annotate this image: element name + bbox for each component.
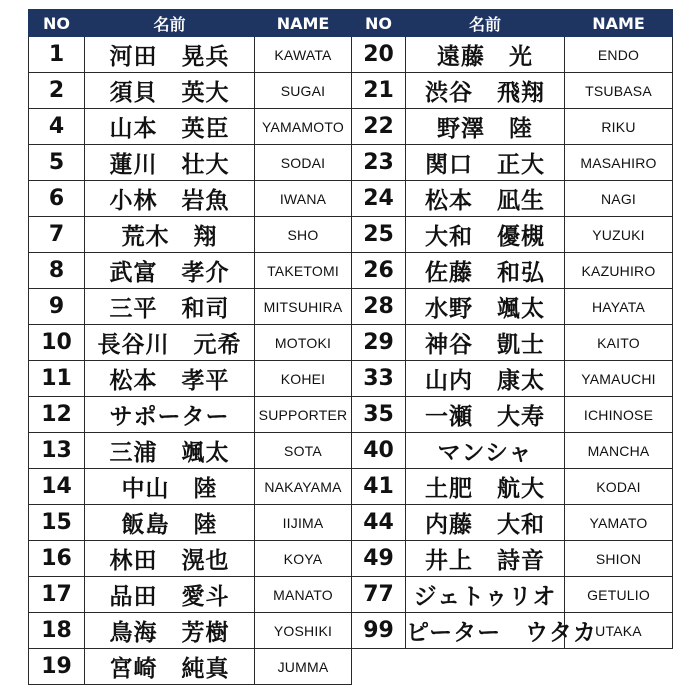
table-row — [29, 541, 352, 577]
player-number: 29 — [352, 325, 406, 361]
player-number: 23 — [352, 145, 406, 181]
table-row — [29, 613, 352, 649]
header-row — [29, 10, 352, 37]
table-row — [352, 145, 673, 181]
player-name-en: IIJIMA — [255, 505, 352, 541]
table-row — [352, 37, 673, 73]
table-row — [352, 361, 673, 397]
table-row — [352, 469, 673, 505]
table-row — [352, 289, 673, 325]
roster-body-left — [29, 37, 352, 685]
player-number: 6 — [29, 181, 85, 217]
player-number: 8 — [29, 253, 85, 289]
player-name-en: MOTOKI — [255, 325, 352, 361]
table-row — [29, 73, 352, 109]
player-name-jp: ピーター ウタカ — [406, 613, 565, 649]
table-row — [29, 181, 352, 217]
player-name-jp: 長谷川 元希 — [85, 325, 255, 361]
player-number: 5 — [29, 145, 85, 181]
table-row — [29, 577, 352, 613]
player-number: 2 — [29, 73, 85, 109]
player-number: 40 — [352, 433, 406, 469]
table-row — [29, 397, 352, 433]
player-number: 7 — [29, 217, 85, 253]
player-name-jp: 大和 優槻 — [406, 217, 565, 253]
player-name-en: MANCHA — [565, 433, 673, 469]
table-row — [29, 289, 352, 325]
player-number: 9 — [29, 289, 85, 325]
player-name-en: TSUBASA — [565, 73, 673, 109]
player-name-jp: 遠藤 光 — [406, 37, 565, 73]
player-name-jp: 野澤 陸 — [406, 109, 565, 145]
player-name-jp: 関口 正大 — [406, 145, 565, 181]
table-row — [352, 541, 673, 577]
table-row — [352, 217, 673, 253]
roster-table-right — [351, 9, 673, 649]
player-number: 18 — [29, 613, 85, 649]
player-name-en: RIKU — [565, 109, 673, 145]
header-row — [352, 10, 673, 37]
player-name-en: YAMAUCHI — [565, 361, 673, 397]
player-number: 44 — [352, 505, 406, 541]
player-name-en: KOHEI — [255, 361, 352, 397]
table-row — [29, 469, 352, 505]
player-name-jp: 松本 凪生 — [406, 181, 565, 217]
player-name-jp: 宮崎 純真 — [85, 649, 255, 685]
player-name-en: UTAKA — [565, 613, 673, 649]
player-name-jp: マンシャ — [406, 433, 565, 469]
player-name-en: SUPPORTER — [255, 397, 352, 433]
player-name-en: ENDO — [565, 37, 673, 73]
table-row — [29, 37, 352, 73]
table-row — [352, 73, 673, 109]
table-row — [29, 433, 352, 469]
table-row — [352, 613, 673, 649]
player-number: 99 — [352, 613, 406, 649]
player-name-jp: 鳥海 芳樹 — [85, 613, 255, 649]
player-name-en: ICHINOSE — [565, 397, 673, 433]
table-row — [352, 325, 673, 361]
player-number: 26 — [352, 253, 406, 289]
player-name-en: SODAI — [255, 145, 352, 181]
player-number: 22 — [352, 109, 406, 145]
player-name-en: KODAI — [565, 469, 673, 505]
player-number: 21 — [352, 73, 406, 109]
player-name-jp: 土肥 航大 — [406, 469, 565, 505]
player-name-jp: 佐藤 和弘 — [406, 253, 565, 289]
player-name-en: MASAHIRO — [565, 145, 673, 181]
table-row — [352, 397, 673, 433]
player-name-jp: 三浦 颯太 — [85, 433, 255, 469]
player-name-jp: ジェトゥリオ — [406, 577, 565, 613]
player-name-en: HAYATA — [565, 289, 673, 325]
table-row — [352, 253, 673, 289]
player-number: 28 — [352, 289, 406, 325]
player-name-en: KAWATA — [255, 37, 352, 73]
player-number: 49 — [352, 541, 406, 577]
player-name-en: SUGAI — [255, 73, 352, 109]
player-number: 19 — [29, 649, 85, 685]
table-row — [29, 649, 352, 685]
table-row — [29, 253, 352, 289]
header-name-jp: 名前 — [85, 10, 255, 37]
player-name-en: NAGI — [565, 181, 673, 217]
player-number: 10 — [29, 325, 85, 361]
player-name-en: YUZUKI — [565, 217, 673, 253]
player-name-jp: 荒木 翔 — [85, 217, 255, 253]
player-name-en: YAMATO — [565, 505, 673, 541]
table-row — [29, 361, 352, 397]
player-name-en: JUMMA — [255, 649, 352, 685]
table-row — [352, 577, 673, 613]
player-name-en: KOYA — [255, 541, 352, 577]
player-name-jp: 渋谷 飛翔 — [406, 73, 565, 109]
player-number: 13 — [29, 433, 85, 469]
table-row — [29, 217, 352, 253]
player-number: 24 — [352, 181, 406, 217]
table-row — [352, 181, 673, 217]
player-name-jp: 水野 颯太 — [406, 289, 565, 325]
player-number: 35 — [352, 397, 406, 433]
player-number: 41 — [352, 469, 406, 505]
player-number: 20 — [352, 37, 406, 73]
player-name-jp: 神谷 凱士 — [406, 325, 565, 361]
player-name-en: GETULIO — [565, 577, 673, 613]
header-name-en: NAME — [255, 10, 352, 37]
player-name-en: YOSHIKI — [255, 613, 352, 649]
player-name-jp: 品田 愛斗 — [85, 577, 255, 613]
player-name-jp: 蓮川 壮大 — [85, 145, 255, 181]
player-name-jp: 松本 孝平 — [85, 361, 255, 397]
player-name-jp: 小林 岩魚 — [85, 181, 255, 217]
table-row — [29, 325, 352, 361]
player-number: 14 — [29, 469, 85, 505]
player-number: 17 — [29, 577, 85, 613]
player-name-jp: サポーター — [85, 397, 255, 433]
player-name-en: YAMAMOTO — [255, 109, 352, 145]
player-number: 16 — [29, 541, 85, 577]
player-name-en: KAZUHIRO — [565, 253, 673, 289]
player-name-jp: 山内 康太 — [406, 361, 565, 397]
table-row — [352, 109, 673, 145]
roster-body-right — [352, 37, 673, 649]
player-name-jp: 内藤 大和 — [406, 505, 565, 541]
roster-table-left — [28, 9, 352, 685]
player-name-jp: 河田 晃兵 — [85, 37, 255, 73]
table-row — [29, 505, 352, 541]
header-name-jp: 名前 — [406, 10, 565, 37]
header-no: NO — [29, 10, 85, 37]
table-row — [352, 433, 673, 469]
player-number: 4 — [29, 109, 85, 145]
header-name-en: NAME — [565, 10, 673, 37]
player-number: 33 — [352, 361, 406, 397]
player-name-en: SOTA — [255, 433, 352, 469]
player-name-jp: 中山 陸 — [85, 469, 255, 505]
player-number: 11 — [29, 361, 85, 397]
table-row — [352, 505, 673, 541]
player-name-jp: 須貝 英大 — [85, 73, 255, 109]
player-name-en: TAKETOMI — [255, 253, 352, 289]
player-name-jp: 山本 英臣 — [85, 109, 255, 145]
player-name-jp: 三平 和司 — [85, 289, 255, 325]
player-name-en: MANATO — [255, 577, 352, 613]
player-name-en: KAITO — [565, 325, 673, 361]
player-number: 15 — [29, 505, 85, 541]
table-row — [29, 145, 352, 181]
player-name-en: SHION — [565, 541, 673, 577]
player-name-jp: 井上 詩音 — [406, 541, 565, 577]
player-roster — [28, 9, 672, 691]
table-row — [29, 109, 352, 145]
player-name-en: NAKAYAMA — [255, 469, 352, 505]
player-number: 1 — [29, 37, 85, 73]
player-number: 25 — [352, 217, 406, 253]
player-name-jp: 武富 孝介 — [85, 253, 255, 289]
header-no: NO — [352, 10, 406, 37]
player-name-jp: 飯島 陸 — [85, 505, 255, 541]
player-name-jp: 一瀬 大寿 — [406, 397, 565, 433]
player-number: 77 — [352, 577, 406, 613]
player-name-en: SHO — [255, 217, 352, 253]
player-name-jp: 林田 滉也 — [85, 541, 255, 577]
player-name-en: IWANA — [255, 181, 352, 217]
player-number: 12 — [29, 397, 85, 433]
player-name-en: MITSUHIRA — [255, 289, 352, 325]
